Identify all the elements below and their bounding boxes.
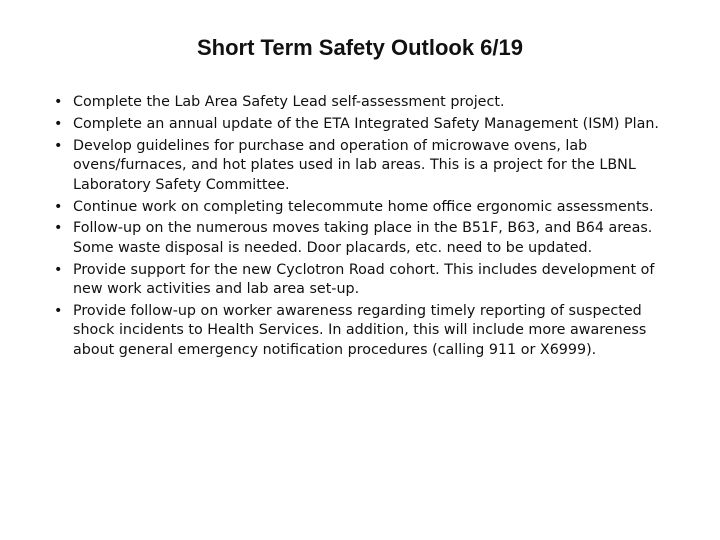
bullet-item [54,198,674,217]
bullet-text: Complete an annual update of the ETA Integrated Safety Management (ISM) Plan. [73,115,659,132]
bullet-marker: • [54,220,63,237]
bullet-marker: • [54,261,63,278]
bullet-marker: • [54,198,63,215]
bullet-marker: • [54,115,63,132]
bullet-marker: • [54,137,63,154]
bullet-item [54,219,674,258]
bullet-item [54,115,674,134]
bullet-item [54,137,674,195]
bullet-marker: • [54,303,63,320]
bullet-item [54,261,674,300]
bullet-text: Complete the Lab Area Safety Lead self-assessment project. [73,94,505,110]
bullet-text: Follow-up on the numerous moves taking place in the B51F, B63, and B64 areas. Some waste disposal is needed. Door placards, etc. need to be updated. [73,220,653,256]
bullet-text: Provide support for the new Cyclotron Road cohort. This includes development of new work activities and lab area set-up. [73,261,655,298]
bullet-item [54,302,674,360]
bullet-list [54,93,674,363]
slide-title: Short Term Safety Outlook 6/19 [196,35,523,60]
bullet-text: Continue work on completing telecommute home office ergonomic assessments. [73,198,654,215]
bullet-text: Provide follow-up on worker awareness regarding timely reporting of suspected shock incidents to Health Services. In addition, this will include more awareness about general emergency notification procedures (calling 911 or X6999). [73,303,647,358]
bullet-text: Develop guidelines for purchase and operation of microwave ovens, lab ovens/furnaces, and hot plates used in lab areas. This is a project for the LBNL Laboratory Safety Committee. [73,137,636,193]
bullet-marker: • [54,94,63,110]
bullet-item [54,93,674,112]
